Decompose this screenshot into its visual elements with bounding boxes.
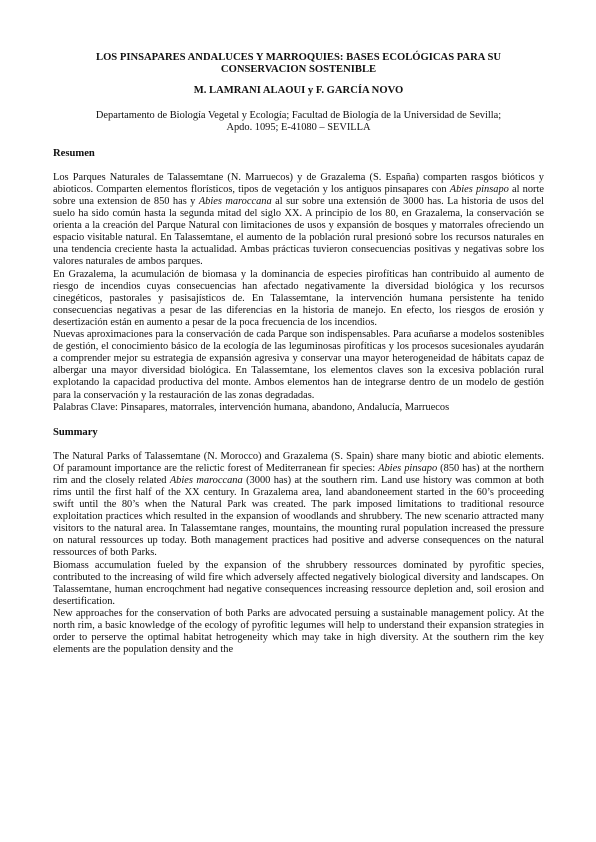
species-abies-maroccana: Abies maroccana <box>169 474 243 486</box>
summary-heading: Summary <box>53 426 98 438</box>
resumen-paragraph-3: Nuevas aproximaciones para la conservación de cada Parque son indispensables. Para acuñarse a modelos sostenibles de gestión, el conocimiento básico de la ecología de las leguminosas pirofíticas y los procesos sucesionales ayudarán a comprender mejor su estrategia de expansión agresiva y conservar una mayor heterogeneidad de hábitats capaz de albergar una mayor diversidad biológica. En Talassemtane, los elementos claves son la excesiva población rural explotando la capacidad productiva del monte. Ambos elementos han de integrarse dentro de un modelo de gestión para la conservación y la restauración de las zonas degradadas. <box>53 329 544 401</box>
summary-p1-text-c: (3000 has) at the southern rim. Land use history was common at both rims until the first half of the XX century. In Grazalema area, land abandoneement started in the 60’s proceeding swift until the 80’s when the Natural Park was created. The park imposed limitations to traditional resource exploitation practices which resulted in the expansion of woodlands and shrubbery. The new scenario attracted many visitors to the natural area. In Talassemtane ranges, mountains, the mounting rural population increased the pressure on natural ressources up today. Both management practices had positive and adverse consequences on the natural ressources of both Parks. <box>53 474 545 559</box>
keywords: Palabras Clave: Pinsapares, matorrales, intervención humana, abandono, Andalucía, Marruecos <box>53 401 450 413</box>
affiliation-line-1: Departamento de Biología Vegetal y Ecología; Facultad de Biología de la Universidad de Sevilla; <box>95 110 502 121</box>
paper-title <box>53 52 544 76</box>
title-line-2: CONSERVACION SOSTENIBLE <box>220 64 377 75</box>
resumen-paragraph-2: En Grazalema, la acumulación de biomasa y la dominancia de especies pirofíticas han contribuido al aumento de riesgo de incendios cuyas consecuencias han afectado negativamente la diversidad biológica y los recursos cinegéticos, pastorales y pasisajísticos de. En Talassemtane, la intervención humana persistente ha tenido consecuencias negativas a pesar de las diferencias en la historia de manejo. En efecto, los riesgos de erosión y desertización están en aumento a pesar de la poca frecuencia de los incendios. <box>53 268 544 328</box>
summary-p1-text-a: The Natural Parks of Talassemtane (N. Morocco) and Grazalema (S. Spain) share many biotic and abiotic elements. Of paramount importance are the relictic forest of Mediterranean fir species: <box>53 450 544 474</box>
affiliation-line-2: Apdo. 1095; E-41080 – SEVILLA <box>226 122 371 134</box>
summary-paragraph-1 <box>53 451 544 560</box>
summary-paragraph-2: Biomass accumulation fueled by the expansion of the shrubbery ressources dominated by pyrofitic species, contributed to the increasing of wild fire which adversely affected negatively biological diversity and landscapes. On Talassemtane, human encroqchment had negative consequences increasing ressource depletion and, soil erosion and desertification. <box>53 559 544 607</box>
authors: M. LAMRANI ALAOUI y F. GARCÍA NOVO <box>193 85 404 96</box>
species-abies-maroccana: Abies maroccana <box>198 196 272 207</box>
resumen-p1-text-b: al norte sobre una extension de 850 has y <box>53 183 544 207</box>
resumen-paragraph-1 <box>53 172 544 269</box>
resumen-p1-text-a: Los Parques Naturales de Talassemtane (N. Marruecos) y de Grazalema (S. España) comparten rasgos bióticos y abioticos. Comparten elementos florísticos, tipos de vegetación y los antiguos pinsapares con <box>53 171 544 195</box>
title-line-1: LOS PINSAPARES ANDALUCES Y MARROQUIES: BASES ECOLÓGICAS PARA SU <box>96 52 501 63</box>
summary-paragraph-3: New approaches for the conservation of both Parks are advocated persuing a sustainable management policy. At the north rim, a basic knowledge of the ecology of pyrofitic legumes will help to understand their expansion strategies in order to perserve the optimal habitat hetrogeneity which may take in high diversity. At the southern rim the key elements are the population density and the <box>53 607 544 656</box>
species-abies-pinsapo: Abies pinsapo <box>378 462 438 474</box>
resumen-p1-text-c: al sur sobre una extensión de 3000 has. La historia de usos del suelo ha sido común hasta la segunda mitad del siglo XX. A principio de los 80, en Grazalema, la conservación se orienta a la creación del Parque Natural con limitaciones de usos y expansión de bosques y matorrales ofreciendo un espacio visitable natural. En Talassemtane, el aumento de la población rural presionó sobre los recursos naturales en una tendencia creciente hasta la actualidad. Ambas prácticas tuvieron consecuencias positivas y negativas sobre los valores naturales de ambos parques. <box>53 196 544 268</box>
species-abies-pinsapo: Abies pinsapo <box>449 183 509 195</box>
resumen-heading: Resumen <box>53 147 95 159</box>
summary-p1-text-b: (850 has) at the northern rim and the closely related <box>53 462 544 486</box>
affiliation <box>53 110 544 135</box>
